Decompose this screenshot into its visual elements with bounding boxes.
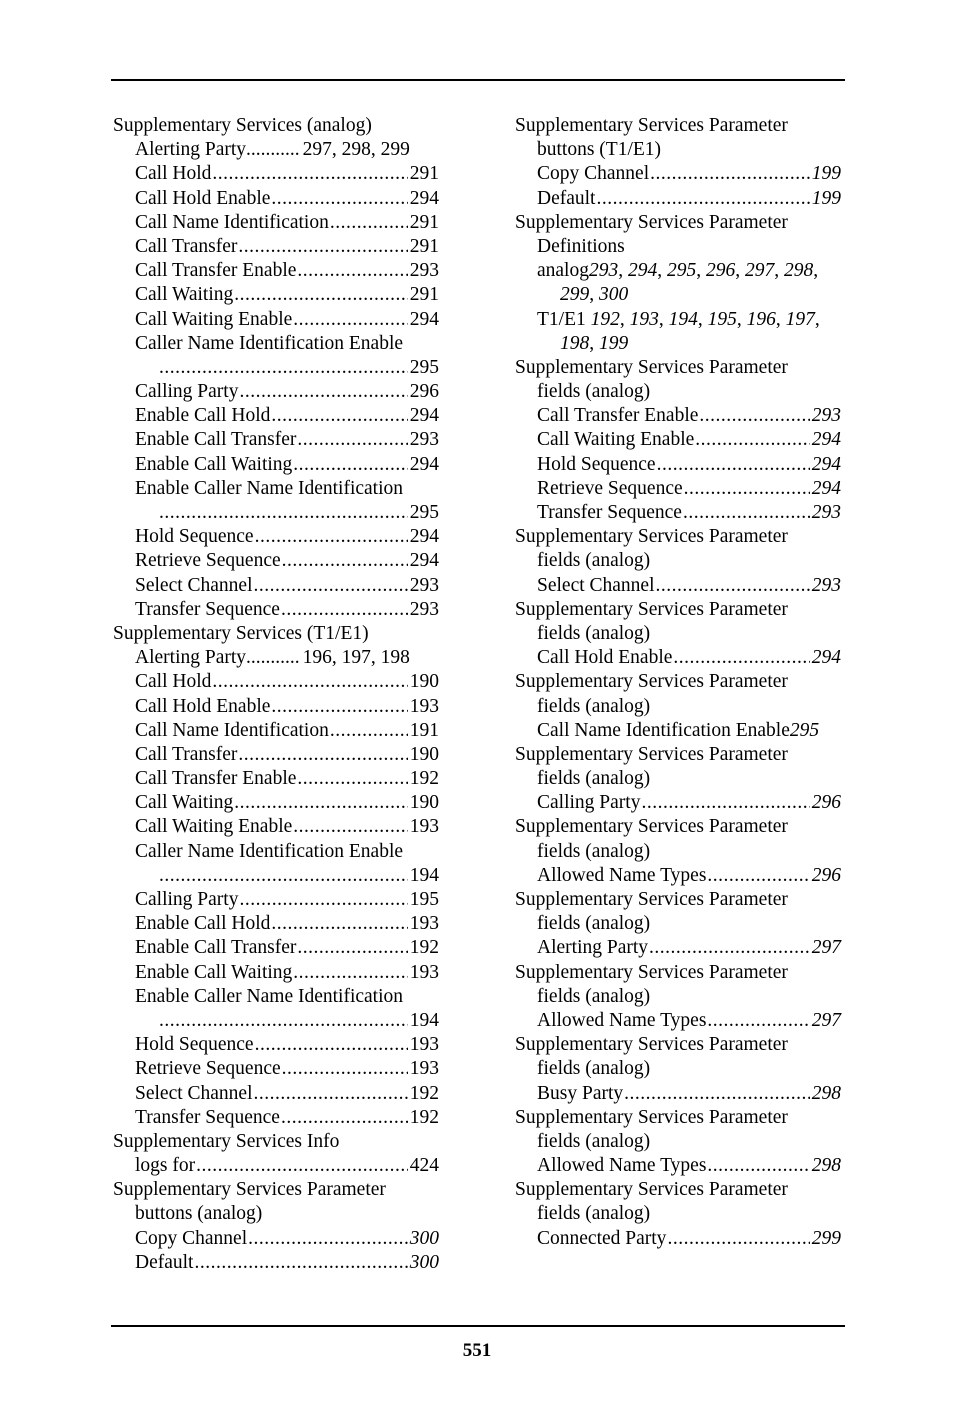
dot-leader	[234, 283, 407, 307]
dot-leader	[238, 743, 407, 767]
entry-label: Connected Party	[537, 1227, 667, 1249]
dot-leader	[624, 1082, 810, 1106]
page-ref: 300	[409, 1251, 439, 1273]
index-entry	[113, 404, 439, 428]
index-entry	[113, 743, 439, 767]
page-ref: 294	[811, 453, 841, 475]
index-subheading: Enable Caller Name Identification	[135, 985, 404, 1007]
page-ref: 294	[409, 453, 439, 475]
index-entry	[113, 961, 439, 985]
index-entry	[113, 211, 439, 235]
page-ref: 293	[588, 260, 619, 282]
page-ref: 297	[811, 937, 841, 959]
entry-label: Allowed Name Types	[537, 1155, 707, 1177]
index-heading: Supplementary Services Parameter	[515, 1034, 788, 1056]
dot-leader	[707, 1154, 809, 1178]
page-ref: 291	[409, 211, 439, 233]
entry-label: Call Transfer	[135, 743, 238, 765]
index-heading: Supplementary Services Parameter	[515, 356, 788, 378]
index-entry	[113, 1251, 439, 1275]
index-entry	[113, 1033, 439, 1057]
entry-label: Call Waiting Enable	[135, 816, 293, 838]
dot-leader	[297, 428, 407, 452]
index-entry	[515, 1227, 841, 1251]
index-entry	[515, 187, 841, 211]
index-heading: Supplementary Services Parameter	[515, 1106, 788, 1128]
page-ref: 300	[409, 1227, 439, 1249]
index-entry	[515, 646, 841, 670]
page-ref: 197	[785, 308, 815, 330]
index-entry	[515, 791, 841, 815]
page-ref: 293	[811, 502, 841, 523]
dot-leader	[281, 1106, 408, 1130]
index-entry	[113, 1057, 439, 1081]
entry-label: Call Waiting Enable	[537, 429, 695, 451]
entry-label: Calling Party	[135, 889, 239, 910]
index-entry	[113, 1106, 439, 1130]
dot-leader	[297, 259, 407, 283]
index-subheading: buttons (analog)	[135, 1203, 263, 1225]
page-ref: 196, 197, 198	[302, 647, 410, 669]
dot-leader	[234, 791, 407, 815]
dot-leader	[297, 936, 407, 960]
dot-leader	[271, 912, 407, 936]
page-ref: 293	[409, 598, 439, 620]
entry-label: Enable Call Transfer	[135, 937, 297, 959]
dot-leader	[196, 1154, 408, 1178]
entry-label: Busy Party	[537, 1082, 624, 1104]
page-ref: 293	[409, 429, 439, 451]
dot-leader	[297, 767, 407, 791]
entry-label: Call Transfer Enable	[135, 768, 297, 790]
entry-label: Alerting Party	[135, 139, 247, 161]
page-ref: 294	[409, 526, 439, 548]
entry-label: Copy Channel	[537, 163, 650, 185]
index-heading: Supplementary Services (analog)	[113, 115, 372, 136]
page-ref: 199	[599, 332, 629, 354]
index-entry-continuation	[113, 1009, 439, 1033]
dot-leader	[707, 1009, 809, 1033]
index-subheading: fields (analog)	[537, 1130, 651, 1152]
dot-leader	[650, 162, 810, 186]
index-entry-continuation	[515, 283, 841, 307]
page-ref: 295	[409, 502, 439, 523]
dot-leader	[657, 453, 810, 477]
dot-leader	[282, 1057, 408, 1081]
entry-label: T1/E1	[537, 308, 591, 330]
page-ref: 294	[409, 550, 439, 572]
page-ref: 191	[409, 719, 439, 741]
entry-label: Call Hold Enable	[135, 187, 271, 209]
index-heading: Supplementary Services Parameter	[515, 889, 788, 910]
page-ref: 190	[409, 671, 439, 693]
index-entry	[113, 1227, 439, 1251]
page-ref: 195	[707, 308, 737, 330]
page-ref: 296	[811, 864, 841, 886]
entry-label: analog	[537, 260, 589, 282]
dot-leader	[293, 815, 407, 839]
page-ref: 298	[811, 1082, 841, 1104]
page-ref: 193	[409, 695, 439, 717]
page-ref: 193	[409, 1058, 439, 1080]
index-entry	[113, 888, 439, 912]
dot-leader	[293, 308, 407, 332]
index-entry	[113, 1082, 439, 1106]
index-entry	[515, 1082, 841, 1106]
page-ref: 293	[409, 260, 439, 282]
page-list: 299, 300	[560, 284, 629, 306]
index-subheading: Caller Name Identification Enable	[135, 840, 404, 862]
page-ref: 198	[560, 332, 590, 354]
page-ref: 194	[409, 864, 439, 886]
dot-leader	[159, 356, 408, 380]
index-subheading: Definitions	[537, 235, 625, 257]
page-ref: 295	[789, 719, 820, 741]
index-entry	[113, 525, 439, 549]
dot-leader	[212, 670, 407, 694]
index-entry	[113, 695, 439, 719]
entry-label: Alerting Party	[537, 937, 649, 959]
index-subheading: fields (analog)	[537, 913, 651, 935]
index-entry	[113, 670, 439, 694]
entry-label: Allowed Name Types	[537, 864, 707, 886]
index-entry	[515, 162, 841, 186]
dot-leader	[281, 598, 408, 622]
page-ref: 192	[409, 1082, 439, 1104]
page-ref: 295	[409, 356, 439, 378]
dot-leader	[239, 380, 407, 404]
dot-leader	[656, 574, 810, 598]
entry-label: Call Hold	[135, 671, 212, 693]
entry-label: Retrieve Sequence	[135, 550, 281, 572]
page-list: 293, 294, 295, 296, 297, 298,	[588, 260, 819, 282]
dot-leader	[707, 864, 809, 888]
index-heading: Supplementary Services Info	[113, 1130, 340, 1152]
dot-leader	[159, 864, 408, 888]
index-heading: Supplementary Services Parameter	[515, 211, 788, 233]
index-entry	[515, 259, 841, 283]
dot-leader	[667, 1227, 809, 1251]
index-entry	[515, 574, 841, 598]
dot-leader	[254, 574, 408, 598]
page-ref: 193	[409, 816, 439, 838]
entry-label: Call Waiting	[135, 284, 234, 306]
index-subheading: fields (analog)	[537, 622, 651, 644]
entry-label: Hold Sequence	[537, 453, 656, 475]
page-ref: 297	[744, 260, 775, 282]
index-heading: Supplementary Services (T1/E1)	[113, 622, 369, 644]
index-subheading: fields (analog)	[537, 381, 651, 403]
page-ref: 294	[409, 405, 439, 427]
index-entry	[113, 162, 439, 186]
page-ref: 192	[409, 1106, 439, 1128]
dot-leader	[239, 888, 407, 912]
entry-label: Transfer Sequence	[135, 598, 280, 620]
index-entry	[515, 404, 841, 428]
index-subheading: Enable Caller Name Identification	[135, 477, 404, 499]
index-column-left	[113, 114, 439, 1275]
page-number: 551	[462, 1340, 492, 1361]
entry-label: Hold Sequence	[135, 1034, 254, 1056]
entry-label: Enable Call Transfer	[135, 429, 297, 451]
index-entry	[515, 936, 841, 960]
entry-label: Enable Call Hold	[135, 405, 271, 427]
page-ref: 196	[746, 308, 776, 330]
index-heading: Supplementary Services Parameter	[515, 743, 788, 765]
page-ref: 193	[629, 308, 659, 330]
index-subheading: fields (analog)	[537, 550, 651, 572]
index-entry	[113, 646, 439, 670]
entry-label: Default	[135, 1251, 194, 1273]
page-ref: 296	[811, 792, 841, 814]
dot-leader	[649, 936, 810, 960]
page-ref: 193	[409, 913, 439, 935]
index-entry	[113, 815, 439, 839]
dot-leader	[596, 187, 809, 211]
index-entry	[515, 308, 841, 332]
page-ref: 424	[409, 1155, 439, 1177]
page-ref: 293	[811, 574, 841, 596]
page-ref: 299	[560, 284, 590, 306]
index-entry	[515, 477, 841, 501]
index-entry-continuation	[515, 332, 841, 356]
footer-rule	[111, 1325, 845, 1327]
page-ref: 297, 298, 299	[302, 139, 410, 161]
page-list	[790, 720, 819, 741]
page-ref: 194	[668, 308, 698, 330]
page-list: 198, 199	[560, 332, 629, 354]
index-subheading: fields (analog)	[537, 768, 651, 790]
page-ref: 192	[590, 308, 620, 330]
dot-leader	[238, 235, 407, 259]
dot-leader	[255, 1033, 408, 1057]
entry-label: Call Hold Enable	[537, 647, 673, 669]
index-entry	[515, 1009, 841, 1033]
dot-leader	[254, 1082, 408, 1106]
page-ref: 192	[409, 768, 439, 790]
dot-leader: ...........	[246, 139, 300, 161]
page-ref: 298	[783, 260, 814, 282]
index-entry	[113, 574, 439, 598]
page-ref: 190	[409, 743, 439, 765]
entry-label: Retrieve Sequence	[537, 477, 683, 499]
dot-leader	[641, 791, 809, 815]
index-entry	[113, 598, 439, 622]
entry-label: Enable Call Hold	[135, 913, 271, 935]
index-entry-continuation	[113, 356, 439, 380]
entry-label: Enable Call Waiting	[135, 453, 293, 475]
dot-leader	[684, 477, 810, 501]
index-subheading: fields (analog)	[537, 1203, 651, 1225]
entry-label: Select Channel	[135, 574, 253, 596]
entry-label: Select Channel	[135, 1082, 253, 1104]
index-entry	[515, 719, 841, 743]
index-entry	[515, 428, 841, 452]
dot-leader	[159, 1009, 408, 1033]
page-ref: 296	[409, 381, 439, 403]
index-subheading: Caller Name Identification Enable	[135, 332, 404, 354]
page-ref: 294	[409, 308, 439, 330]
dot-leader	[255, 525, 408, 549]
page-ref: 293	[811, 405, 841, 427]
dot-leader	[194, 1251, 407, 1275]
page-ref: 298	[811, 1155, 841, 1177]
index-entry	[113, 380, 439, 404]
page-ref: 295	[666, 260, 697, 282]
index-subheading: buttons (T1/E1)	[537, 139, 662, 161]
entry-label: Transfer Sequence	[537, 502, 682, 523]
entry-label: Select Channel	[537, 574, 655, 596]
index-heading: Supplementary Services Parameter	[515, 961, 788, 983]
dot-leader	[271, 187, 407, 211]
dot-leader	[683, 501, 810, 525]
dot-leader	[271, 404, 407, 428]
index-entry	[113, 259, 439, 283]
index-heading: Supplementary Services Parameter	[515, 115, 788, 136]
index-column-right	[515, 114, 841, 1251]
index-entry	[113, 138, 439, 162]
page-ref: 291	[409, 235, 439, 257]
index-heading: Supplementary Services Parameter	[515, 526, 788, 548]
index-entry	[113, 549, 439, 573]
page-ref: 294	[811, 429, 841, 451]
index-entry	[113, 187, 439, 211]
page-ref: 294	[811, 647, 841, 669]
entry-label: Calling Party	[135, 381, 239, 403]
index-entry	[113, 936, 439, 960]
page-ref: 294	[811, 477, 841, 499]
index-entry	[113, 453, 439, 477]
entry-label: Call Hold Enable	[135, 695, 271, 717]
page-ref: 199	[811, 187, 841, 209]
index-entry	[515, 501, 841, 525]
index-entry	[113, 791, 439, 815]
entry-label: Call Name Identification Enable	[537, 719, 790, 741]
page-ref: 299	[811, 1227, 841, 1249]
index-heading: Supplementary Services Parameter	[515, 1179, 788, 1201]
entry-label: logs for	[135, 1155, 196, 1177]
page-ref: 199	[811, 163, 841, 185]
page-ref: 300	[599, 284, 629, 306]
dot-leader	[293, 961, 407, 985]
dot-leader	[282, 549, 408, 573]
dot-leader	[212, 162, 407, 186]
header-rule	[111, 79, 845, 81]
index-subheading: fields (analog)	[537, 1058, 651, 1080]
index-heading: Supplementary Services Parameter	[515, 671, 788, 693]
index-entry	[113, 719, 439, 743]
entry-label: Alerting Party	[135, 647, 247, 669]
entry-label: Retrieve Sequence	[135, 1058, 281, 1080]
dot-leader	[330, 211, 408, 235]
dot-leader: ...........	[246, 647, 300, 669]
page-ref: 195	[409, 889, 439, 910]
dot-leader	[330, 719, 408, 743]
dot-leader	[293, 453, 407, 477]
page-ref: 291	[409, 163, 439, 185]
page-ref: 294	[409, 187, 439, 209]
index-entry	[113, 308, 439, 332]
dot-leader	[699, 404, 809, 428]
entry-label: Call Name Identification	[135, 211, 329, 233]
entry-label: Call Waiting	[135, 792, 234, 814]
page-ref: 193	[409, 961, 439, 983]
dot-leader	[695, 428, 809, 452]
entry-label: Default	[537, 187, 596, 209]
index-heading: Supplementary Services Parameter	[515, 816, 788, 838]
page-list: 192, 193, 194, 195, 196, 197,	[590, 308, 820, 330]
index-entry	[113, 235, 439, 259]
entry-label: Copy Channel	[135, 1227, 248, 1249]
page-ref: 291	[409, 284, 439, 306]
page-ref: 190	[409, 792, 439, 814]
index-entry	[515, 864, 841, 888]
index-entry	[113, 912, 439, 936]
index-entry	[515, 453, 841, 477]
entry-label: Transfer Sequence	[135, 1106, 280, 1128]
page-ref: 297	[811, 1009, 841, 1031]
entry-label: Call Name Identification	[135, 719, 329, 741]
entry-label: Call Transfer Enable	[135, 260, 297, 282]
index-entry	[113, 283, 439, 307]
page-ref: 293	[409, 574, 439, 596]
page-ref: 194	[409, 1009, 439, 1031]
index-subheading: fields (analog)	[537, 695, 651, 717]
entry-label: Call Hold	[135, 163, 212, 185]
dot-leader	[673, 646, 809, 670]
index-entry-continuation	[113, 864, 439, 888]
index-entry	[113, 428, 439, 452]
page-ref: 192	[409, 937, 439, 959]
entry-label: Call Transfer Enable	[537, 405, 699, 427]
index-subheading: fields (analog)	[537, 840, 651, 862]
page-ref: 193	[409, 1034, 439, 1056]
index-entry	[113, 1154, 439, 1178]
entry-label: Enable Call Waiting	[135, 961, 293, 983]
entry-label: Hold Sequence	[135, 526, 254, 548]
entry-label: Allowed Name Types	[537, 1009, 707, 1031]
entry-label: Calling Party	[537, 792, 641, 814]
index-entry	[113, 767, 439, 791]
dot-leader	[248, 1227, 408, 1251]
index-heading: Supplementary Services Parameter	[113, 1179, 386, 1201]
entry-label: Call Transfer	[135, 235, 238, 257]
page-ref: 296	[705, 260, 736, 282]
index-entry-continuation	[113, 501, 439, 525]
index-entry	[515, 1154, 841, 1178]
dot-leader	[271, 695, 407, 719]
index-heading: Supplementary Services Parameter	[515, 598, 788, 620]
index-subheading: fields (analog)	[537, 985, 651, 1007]
entry-label: Call Waiting Enable	[135, 308, 293, 330]
dot-leader	[159, 501, 408, 525]
page-ref: 294	[627, 260, 658, 282]
